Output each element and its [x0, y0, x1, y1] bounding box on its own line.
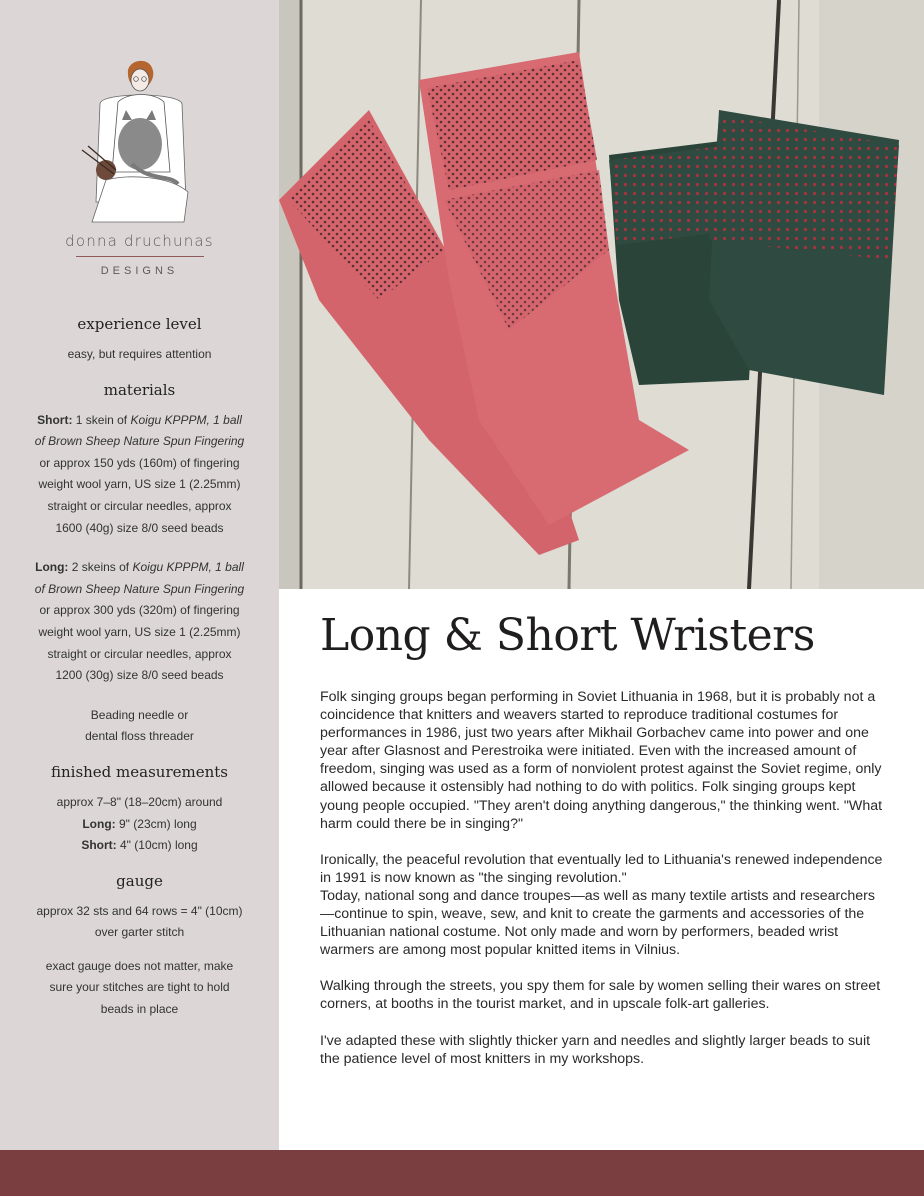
gauge-text: approx 32 sts and 64 rows = 4" (10cm) over garter stitch: [36, 903, 243, 940]
finished-short-value: 4" (10cm) long: [116, 838, 198, 853]
materials-long: [34, 557, 245, 687]
wristers-photo: [279, 0, 924, 589]
paragraph-1: Folk singing groups began performing in Soviet Lithuania in 1968, but it is probably not a coincidence that knitters and weavers started to reproduce traditional costumes for performances in 1986, just two years after Mikhail Gorbachev came into power and one year after Glasnost and Perestroika were initiated. Even with the increased amount of freedom, singing was used as a form of nonviolent protest against the Soviet regime, only allowed because it ostensibly had nothing to do with politics. Folk singing groups kept young people occupied. "They aren't doing anything dangerous," the thinking went. "What harm could there be in singing?": [320, 689, 883, 832]
long-text-1: 2 skeins of: [68, 560, 133, 575]
paragraph-3: Today, national song and dance troupes—as well as many textile artists and researchers—continue to spin, weave, sew, and knit to create the garments and accessories of the Lithuanian national costume. Not only made and worn by performers, beaded wrist warmers are among most popular knitted items in Vilnius.: [320, 887, 875, 959]
long-text-2: or approx 300 yds (320m) of fingering weight wool yarn, US size 1 (2.25mm) straight or circular needles, approx 1200 (30g) size 8/0 seed beads: [38, 603, 241, 683]
green-wristers: [609, 110, 899, 395]
finished-long-value: 9" (23cm) long: [115, 816, 197, 831]
short-text-1: 1 skein of: [72, 412, 131, 427]
extra-line-2: dental floss threader: [85, 729, 194, 744]
materials-short: [34, 410, 245, 540]
article-body: [320, 688, 885, 1086]
finished-around: approx 7–8" (18–20cm) around: [56, 794, 223, 809]
paragraph-5: I've adapted these with slightly thicker yarn and needles and slightly larger beads to suit the patience level of most knitters in my workshops.: [320, 1032, 871, 1067]
brand-subtitle: DESIGNS: [100, 265, 179, 277]
wristers-photo-illustration: [279, 0, 924, 589]
finished-heading: finished measurements: [50, 762, 228, 781]
long-label: Long:: [35, 560, 69, 575]
short-label: Short:: [37, 412, 73, 427]
paragraph-4: Walking through the streets, you spy them for sale by women selling their wares on street corners, at booths in the tourist market, and in upscale folk-art galleries.: [320, 978, 881, 1013]
short-text-2: or approx 150 yds (160m) of fingering weight wool yarn, US size 1 (2.25mm) straight or circular needles, approx 1600 (40g) size 8/0 seed beads: [38, 455, 241, 535]
knitter-illustration-icon: [70, 52, 210, 227]
long-yarn: Koigu KPPPM, 1 ball of Brown Sheep Nature Spun Fingering: [34, 560, 245, 596]
sidebar: [0, 0, 279, 1150]
finished-measurements: [34, 792, 245, 857]
page-title: Long & Short Wristers: [320, 610, 815, 661]
materials-extra: [34, 705, 245, 748]
short-yarn: Koigu KPPPM, 1 ball of Brown Sheep Nature Spun Fingering: [34, 412, 245, 449]
extra-line-1: Beading needle or: [90, 707, 189, 722]
brand-name: donna druchunas: [65, 232, 214, 250]
pattern-details: [34, 312, 245, 1033]
brand-divider: [76, 256, 204, 257]
paragraph-2: Ironically, the peaceful revolution that eventually led to Lithuania's renewed independence in 1991 is now known as "the singing revolution.": [320, 851, 883, 886]
materials-heading: materials: [103, 380, 176, 399]
experience-heading: experience level: [77, 315, 202, 333]
finished-long-label: Long:: [82, 816, 116, 831]
brand-logo: [0, 0, 279, 290]
gauge-note: exact gauge does not matter, make sure your stitches are tight to hold beads in place: [45, 958, 234, 1017]
gauge-heading: gauge: [116, 871, 163, 890]
experience-text: easy, but requires attention: [67, 347, 212, 361]
footer-bar: [0, 1150, 924, 1196]
finished-short-label: Short:: [81, 838, 117, 853]
